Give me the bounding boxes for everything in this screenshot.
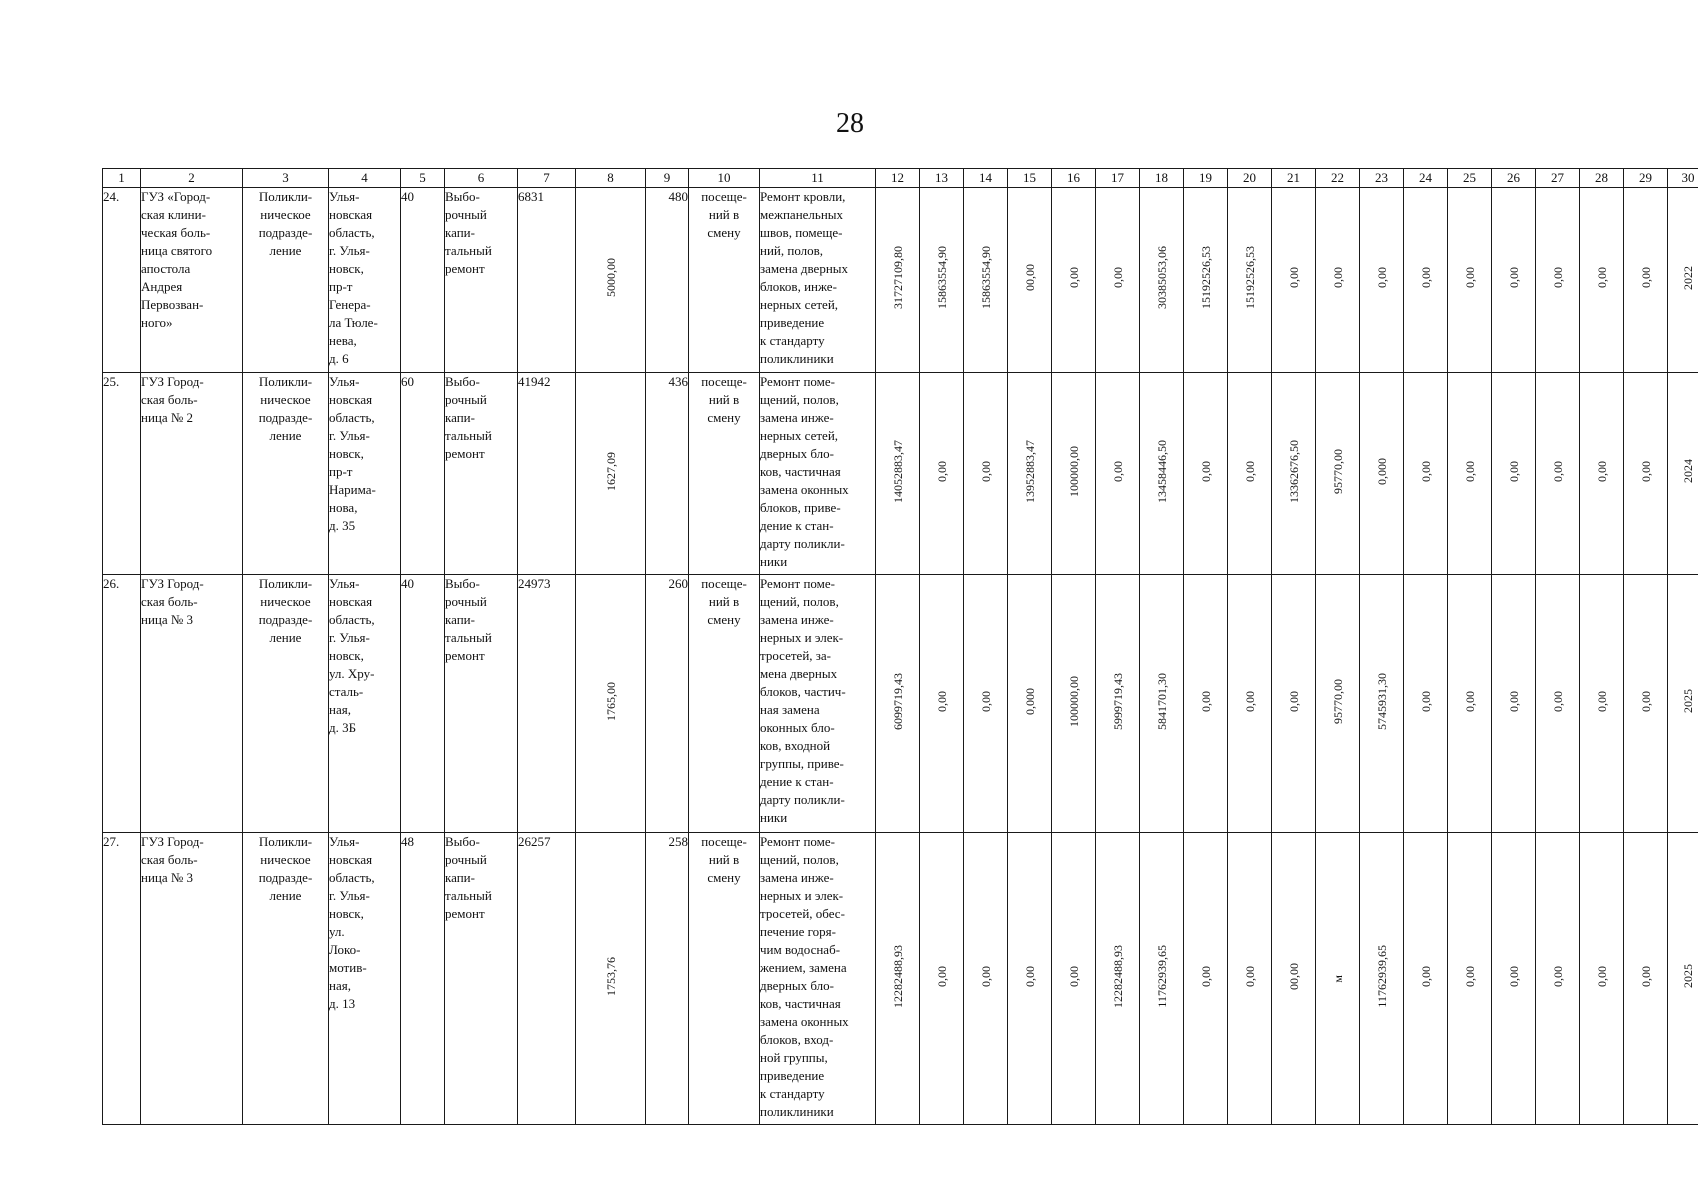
column-number: 13 (920, 169, 964, 188)
row-number: 25. (103, 373, 141, 575)
col-12-value: 6099719,43 (890, 672, 905, 730)
column-number: 15 (1008, 169, 1052, 188)
col-15-value-cell (1008, 373, 1052, 575)
col-27-value-cell (1536, 575, 1580, 833)
column-number: 1 (103, 169, 141, 188)
col-15-value: 13952883,47 (1022, 439, 1037, 503)
col-22-value-cell (1316, 373, 1360, 575)
col-14-value-cell (964, 373, 1008, 575)
col-19-value: 0,00 (1198, 690, 1213, 712)
address: Улья- новская область, г. Улья- новск, ул. Локо- мотив- ная, д. 13 (329, 833, 401, 1125)
col-17-value: 0,00 (1110, 460, 1125, 482)
institution-name: ГУЗ «Город- ская клини- ческая боль- ница святого апостола Андрея Первозван- ного» (141, 188, 243, 373)
col-28-value: 0,00 (1594, 267, 1609, 288)
col-29-value-cell (1624, 833, 1668, 1125)
col-24-value: 0,00 (1418, 460, 1433, 482)
col-21-value-cell (1272, 188, 1316, 373)
col-30-value: 2025 (1681, 964, 1695, 988)
col-17-value-cell (1096, 575, 1140, 833)
col-30-value-cell (1668, 833, 1698, 1125)
col-16-value: 0,00 (1066, 965, 1081, 987)
col-20-value-cell (1228, 373, 1272, 575)
work-description: Ремонт кровли, межпанельных швов, помеще- ний, полов, замена дверных блоков, инже- нерных сетей, приведение к стандарту поликлиники (760, 188, 876, 373)
col-8-value: 1753,76 (603, 956, 618, 996)
col-20-value-cell (1228, 188, 1272, 373)
col-7-value: 6831 (518, 188, 576, 373)
col-18-value-cell (1140, 373, 1184, 575)
col-14-value-cell (964, 188, 1008, 373)
col-17-value-cell (1096, 833, 1140, 1125)
col-29-value: 0,00 (1638, 965, 1653, 987)
col-22-value: 95770,00 (1330, 678, 1345, 724)
col-29-value-cell (1624, 188, 1668, 373)
col-16-value-cell (1052, 833, 1096, 1125)
register-table (102, 168, 1698, 1125)
column-number: 19 (1184, 169, 1228, 188)
column-number: 21 (1272, 169, 1316, 188)
column-number: 24 (1404, 169, 1448, 188)
col-17-value: 5999719,43 (1110, 672, 1125, 730)
col-15-value: 0,000 (1022, 687, 1037, 715)
column-number: 28 (1580, 169, 1624, 188)
col-9-value: 258 (646, 833, 689, 1125)
col-27-value: 0,00 (1550, 267, 1565, 288)
column-number: 18 (1140, 169, 1184, 188)
column-number: 23 (1360, 169, 1404, 188)
col-17-value: 12282488,93 (1110, 944, 1125, 1008)
col-14-value-cell (964, 575, 1008, 833)
column-number: 4 (329, 169, 401, 188)
col-12-value-cell (876, 373, 920, 575)
col-5-value: 40 (401, 188, 445, 373)
col-15-value: 00,00 (1022, 264, 1037, 291)
col-20-value: 0,00 (1242, 460, 1257, 482)
col-5-value: 48 (401, 833, 445, 1125)
col-21-value-cell (1272, 833, 1316, 1125)
col-24-value-cell (1404, 188, 1448, 373)
col-19-value: 0,00 (1198, 460, 1213, 482)
col-20-value: 15192526,53 (1242, 246, 1257, 309)
col-15-value: 0,00 (1022, 965, 1037, 987)
column-number: 9 (646, 169, 689, 188)
col-13-value-cell (920, 833, 964, 1125)
column-number: 7 (518, 169, 576, 188)
work-type: Выбо- рочный капи- тальный ремонт (445, 188, 518, 373)
col-28-value-cell (1580, 188, 1624, 373)
col-25-value-cell (1448, 575, 1492, 833)
col-16-value-cell (1052, 373, 1096, 575)
table-body (103, 188, 1698, 1125)
col-12-value-cell (876, 188, 920, 373)
col-13-value-cell (920, 575, 964, 833)
col-28-value-cell (1580, 373, 1624, 575)
column-number: 26 (1492, 169, 1536, 188)
col-7-value: 41942 (518, 373, 576, 575)
capacity-unit: посеще- ний в смену (689, 833, 760, 1125)
col-21-value: 0,00 (1286, 267, 1301, 288)
col-23-value-cell (1360, 833, 1404, 1125)
col-26-value: 0,00 (1506, 965, 1521, 987)
column-number-row (103, 169, 1698, 188)
col-24-value: 0,00 (1418, 965, 1433, 987)
col-17-value-cell (1096, 188, 1140, 373)
institution-name: ГУЗ Город- ская боль- ница № 3 (141, 575, 243, 833)
column-number: 30 (1668, 169, 1698, 188)
table-row (103, 188, 1698, 373)
col-9-value: 260 (646, 575, 689, 833)
column-number: 29 (1624, 169, 1668, 188)
col-8-value-cell (576, 188, 646, 373)
col-7-value: 26257 (518, 833, 576, 1125)
column-number: 6 (445, 169, 518, 188)
col-25-value-cell (1448, 373, 1492, 575)
col-18-value-cell (1140, 833, 1184, 1125)
col-23-value-cell (1360, 188, 1404, 373)
col-24-value-cell (1404, 833, 1448, 1125)
col-28-value: 0,00 (1594, 460, 1609, 482)
col-19-value-cell (1184, 188, 1228, 373)
col-29-value-cell (1624, 373, 1668, 575)
col-27-value-cell (1536, 373, 1580, 575)
work-description: Ремонт поме- щений, полов, замена инже- нерных и элек- тросетей, за- мена дверных блоков, частич- ная замена оконных бло- ков, входной группы, приве- дение к стан- дарту поликли- ники (760, 575, 876, 833)
col-29-value: 0,00 (1638, 460, 1653, 482)
col-18-value: 5841701,30 (1154, 672, 1169, 730)
col-13-value-cell (920, 188, 964, 373)
work-type: Выбо- рочный капи- тальный ремонт (445, 575, 518, 833)
col-13-value-cell (920, 373, 964, 575)
col-28-value: 0,00 (1594, 965, 1609, 987)
col-25-value-cell (1448, 188, 1492, 373)
column-number: 20 (1228, 169, 1272, 188)
col-25-value-cell (1448, 833, 1492, 1125)
col-26-value: 0,00 (1506, 460, 1521, 482)
col-7-value: 24973 (518, 575, 576, 833)
col-8-value-cell (576, 575, 646, 833)
col-27-value: 0,00 (1550, 965, 1565, 987)
column-number: 22 (1316, 169, 1360, 188)
col-30-value-cell (1668, 373, 1698, 575)
col-19-value-cell (1184, 373, 1228, 575)
col-26-value-cell (1492, 188, 1536, 373)
work-description: Ремонт поме- щений, полов, замена инже- нерных сетей, дверных бло- ков, частичная замена оконных блоков, приве- дение к стан- дарту поликли- ники (760, 373, 876, 575)
col-30-value: 2025 (1681, 689, 1695, 713)
col-14-value-cell (964, 833, 1008, 1125)
row-number: 24. (103, 188, 141, 373)
column-number: 2 (141, 169, 243, 188)
col-21-value-cell (1272, 373, 1316, 575)
unit-type: Поликли- ническое подразде- ление (243, 188, 329, 373)
col-29-value-cell (1624, 575, 1668, 833)
col-26-value-cell (1492, 833, 1536, 1125)
unit-type: Поликли- ническое подразде- ление (243, 833, 329, 1125)
col-23-value: 11762939,65 (1374, 944, 1389, 1008)
work-type: Выбо- рочный капи- тальный ремонт (445, 833, 518, 1125)
col-20-value: 0,00 (1242, 965, 1257, 987)
col-9-value: 436 (646, 373, 689, 575)
col-14-value: 0,00 (978, 460, 993, 482)
column-number: 17 (1096, 169, 1140, 188)
col-12-value-cell (876, 575, 920, 833)
col-27-value: 0,00 (1550, 460, 1565, 482)
col-18-value: 30385053,06 (1154, 246, 1169, 309)
col-18-value: 11762939,65 (1154, 944, 1169, 1008)
col-12-value-cell (876, 833, 920, 1125)
unit-type: Поликли- ническое подразде- ление (243, 373, 329, 575)
col-25-value: 0,00 (1462, 267, 1477, 288)
address: Улья- новская область, г. Улья- новск, ул. Хру- сталь- ная, д. 3Б (329, 575, 401, 833)
column-number: 27 (1536, 169, 1580, 188)
column-number: 16 (1052, 169, 1096, 188)
col-19-value: 15192526,53 (1198, 246, 1213, 309)
col-24-value: 0,00 (1418, 267, 1433, 288)
col-24-value: 0,00 (1418, 690, 1433, 712)
col-21-value-cell (1272, 575, 1316, 833)
col-22-value: 0,00 (1330, 267, 1345, 288)
col-5-value: 60 (401, 373, 445, 575)
col-19-value-cell (1184, 575, 1228, 833)
col-29-value: 0,00 (1638, 690, 1653, 712)
col-14-value: 0,00 (978, 965, 993, 987)
col-27-value-cell (1536, 188, 1580, 373)
col-14-value: 0,00 (978, 690, 993, 712)
col-22-value-cell (1316, 188, 1360, 373)
column-number: 3 (243, 169, 329, 188)
col-30-value-cell (1668, 575, 1698, 833)
col-26-value: 0,00 (1506, 267, 1521, 288)
column-number: 25 (1448, 169, 1492, 188)
col-25-value: 0,00 (1462, 690, 1477, 712)
col-15-value-cell (1008, 188, 1052, 373)
col-26-value-cell (1492, 575, 1536, 833)
col-19-value-cell (1184, 833, 1228, 1125)
column-number: 11 (760, 169, 876, 188)
col-22-value: 95770,00 (1330, 448, 1345, 494)
col-8-value: 5000,00 (603, 258, 618, 297)
col-8-value-cell (576, 373, 646, 575)
col-30-value: 2024 (1681, 459, 1695, 483)
col-23-value-cell (1360, 575, 1404, 833)
col-18-value-cell (1140, 188, 1184, 373)
col-8-value: 1765,00 (603, 681, 618, 721)
row-number: 27. (103, 833, 141, 1125)
col-14-value: 15863554,90 (978, 246, 993, 309)
column-number: 10 (689, 169, 760, 188)
institution-name: ГУЗ Город- ская боль- ница № 2 (141, 373, 243, 575)
col-22-value-cell (1316, 575, 1360, 833)
col-26-value: 0,00 (1506, 690, 1521, 712)
col-27-value-cell (1536, 833, 1580, 1125)
col-18-value: 13458446,50 (1154, 439, 1169, 503)
col-12-value: 14052883,47 (890, 439, 905, 503)
col-25-value: 0,00 (1462, 965, 1477, 987)
col-13-value: 15863554,90 (934, 246, 949, 309)
col-5-value: 40 (401, 575, 445, 833)
col-13-value: 0,00 (934, 690, 949, 712)
col-16-value: 0,00 (1066, 267, 1081, 288)
table-row (103, 575, 1698, 833)
capacity-unit: посеще- ний в смену (689, 575, 760, 833)
col-22-value-cell (1316, 833, 1360, 1125)
col-21-value: 00,00 (1286, 962, 1301, 990)
col-21-value: 13362676,50 (1286, 439, 1301, 503)
column-number: 5 (401, 169, 445, 188)
col-24-value-cell (1404, 575, 1448, 833)
column-number: 12 (876, 169, 920, 188)
col-8-value-cell (576, 833, 646, 1125)
col-19-value: 0,00 (1198, 965, 1213, 987)
page-number: 28 (836, 108, 864, 139)
work-type: Выбо- рочный капи- тальный ремонт (445, 373, 518, 575)
col-21-value: 0,00 (1286, 690, 1301, 712)
col-16-value-cell (1052, 188, 1096, 373)
col-13-value: 0,00 (934, 965, 949, 987)
col-25-value: 0,00 (1462, 460, 1477, 482)
col-16-value: 100000,00 (1066, 445, 1081, 497)
table-row (103, 373, 1698, 575)
col-23-value: 0,000 (1374, 457, 1389, 485)
col-17-value-cell (1096, 373, 1140, 575)
row-number: 26. (103, 575, 141, 833)
capacity-unit: посеще- ний в смену (689, 188, 760, 373)
col-24-value-cell (1404, 373, 1448, 575)
col-22-value: м (1330, 974, 1345, 983)
col-30-value-cell (1668, 188, 1698, 373)
col-9-value: 480 (646, 188, 689, 373)
col-13-value: 0,00 (934, 460, 949, 482)
address: Улья- новская область, г. Улья- новск, пр-т Генера- ла Тюле- нева, д. 6 (329, 188, 401, 373)
col-28-value: 0,00 (1594, 690, 1609, 712)
col-12-value: 31727109,80 (890, 246, 905, 309)
col-8-value: 1627,09 (603, 451, 618, 491)
col-26-value-cell (1492, 373, 1536, 575)
unit-type: Поликли- ническое подразде- ление (243, 575, 329, 833)
col-15-value-cell (1008, 575, 1052, 833)
work-description: Ремонт поме- щений, полов, замена инже- нерных и элек- тросетей, обес- печение горя- чим водоснаб- жением, замена дверных бло- ков, частичная замена оконных блоков, вход- ной группы, приведение к стандарту поликлиники (760, 833, 876, 1125)
col-15-value-cell (1008, 833, 1052, 1125)
col-20-value-cell (1228, 833, 1272, 1125)
col-16-value: 100000,00 (1066, 675, 1081, 727)
address: Улья- новская область, г. Улья- новск, пр-т Нарима- нова, д. 35 (329, 373, 401, 575)
col-16-value-cell (1052, 575, 1096, 833)
col-29-value: 0,00 (1638, 267, 1653, 288)
col-23-value: 5745931,30 (1374, 672, 1389, 730)
col-30-value: 2022 (1681, 265, 1695, 290)
institution-name: ГУЗ Город- ская боль- ница № 3 (141, 833, 243, 1125)
capacity-unit: посеще- ний в смену (689, 373, 760, 575)
col-17-value: 0,00 (1110, 267, 1125, 288)
col-20-value-cell (1228, 575, 1272, 833)
col-12-value: 12282488,93 (890, 944, 905, 1008)
col-27-value: 0,00 (1550, 690, 1565, 712)
col-23-value: 0,00 (1374, 267, 1389, 288)
col-23-value-cell (1360, 373, 1404, 575)
col-18-value-cell (1140, 575, 1184, 833)
table-row (103, 833, 1698, 1125)
column-number: 8 (576, 169, 646, 188)
col-28-value-cell (1580, 575, 1624, 833)
column-number: 14 (964, 169, 1008, 188)
col-28-value-cell (1580, 833, 1624, 1125)
col-20-value: 0,00 (1242, 690, 1257, 712)
